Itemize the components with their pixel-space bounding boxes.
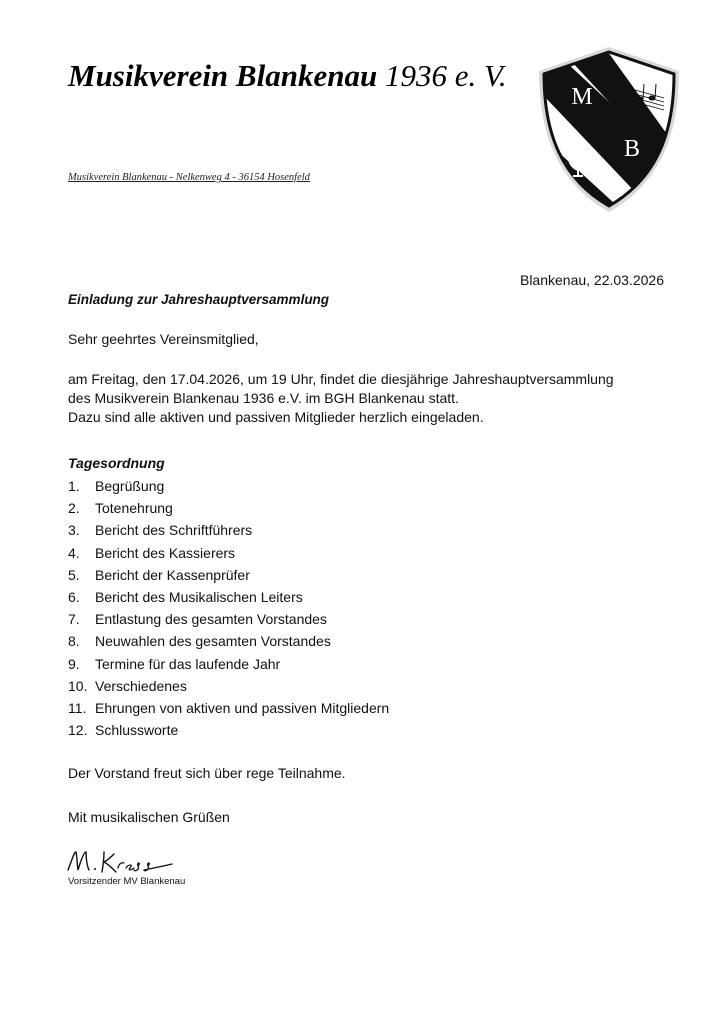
- agenda-item-number: 4.: [68, 544, 80, 561]
- agenda-item-text: Termine für das laufende Jahr: [95, 655, 281, 672]
- agenda-item-text: Entlastung des gesamten Vorstandes: [95, 611, 327, 628]
- agenda-item-number: 10.: [68, 677, 88, 694]
- agenda-item: [68, 520, 389, 542]
- body-line: am Freitag, den 17.04.2026, um 19 Uhr, findet die diesjährige Jahreshauptversammlung: [68, 371, 614, 387]
- agenda-item-number: 1.: [68, 478, 80, 494]
- svg-text:𝄞: 𝄞: [622, 85, 634, 109]
- agenda-item: [68, 698, 389, 720]
- agenda-item-text: Totenehrung: [95, 500, 173, 517]
- mvb-shield-logo-icon: [536, 44, 682, 214]
- invitation-body: [68, 370, 614, 427]
- agenda-item-text: Verschiedenes: [95, 677, 187, 694]
- agenda-item: [68, 720, 389, 742]
- agenda-item: [68, 565, 389, 587]
- agenda-heading: Tagesordnung: [68, 455, 165, 471]
- body-line: des Musikverein Blankenau 1936 e.V. im BGH Blankenau statt.: [68, 390, 459, 406]
- logo-letter-m: M: [571, 84, 593, 110]
- salutation: Sehr geehrtes Vereinsmitglied,: [68, 331, 259, 347]
- agenda-item: [68, 654, 389, 676]
- agenda-item-number: 6.: [68, 588, 80, 605]
- agenda-item-text: Bericht der Kassenprüfer: [95, 566, 250, 583]
- agenda-item-number: 3.: [68, 522, 80, 539]
- agenda-item-text: Begrüßung: [95, 478, 165, 494]
- agenda-item-number: 5.: [68, 566, 80, 583]
- agenda-item-number: 9.: [68, 655, 80, 672]
- agenda-item: [68, 476, 389, 498]
- agenda-item-number: 11.: [68, 699, 87, 716]
- agenda-item-number: 8.: [68, 633, 80, 650]
- agenda-item-text: Ehrungen von aktiven und passiven Mitgliedern: [95, 699, 390, 716]
- agenda-item-text: Bericht des Kassierers: [95, 544, 236, 561]
- agenda-item: [68, 587, 389, 609]
- agenda-item-text: Bericht des Schriftführers: [95, 522, 253, 539]
- agenda-item-number: 12.: [68, 722, 88, 739]
- agenda-list: [68, 476, 389, 742]
- body-line: Dazu sind alle aktiven und passiven Mitglieder herzlich eingeladen.: [68, 409, 484, 425]
- org-title-bold: Musikverein Blankenau: [68, 58, 378, 93]
- letter-date: Blankenau, 22.03.2026: [519, 272, 664, 288]
- handwritten-signature: [64, 846, 179, 876]
- logo-letter-b: B: [623, 136, 641, 162]
- agenda-item: [68, 543, 389, 565]
- closing-line: Der Vorstand freut sich über rege Teilnahme.: [68, 765, 346, 781]
- org-title-rest: 1936 e. V.: [384, 58, 507, 93]
- signer-role: Vorsitzender MV Blankenau: [68, 876, 186, 887]
- agenda-item-text: Bericht des Musikalischen Leiters: [95, 588, 303, 605]
- agenda-item-number: 2.: [68, 500, 80, 517]
- agenda-item-text: Schlussworte: [95, 722, 179, 739]
- letter-subject: Einladung zur Jahreshauptversammlung: [68, 292, 330, 307]
- agenda-item-number: 7.: [68, 611, 80, 628]
- org-title: [68, 58, 507, 94]
- agenda-item: [68, 498, 389, 520]
- sender-address-line: Musikverein Blankenau - Nelkenweg 4 - 36154 Hosenfeld: [68, 172, 310, 183]
- agenda-item: [68, 676, 389, 698]
- agenda-item: [68, 631, 389, 653]
- logo-letter-v: V: [600, 110, 618, 136]
- greeting-line: Mit musikalischen Grüßen: [68, 809, 230, 825]
- agenda-item: [68, 609, 389, 631]
- agenda-item-text: Neuwahlen des gesamten Vorstandes: [95, 633, 331, 650]
